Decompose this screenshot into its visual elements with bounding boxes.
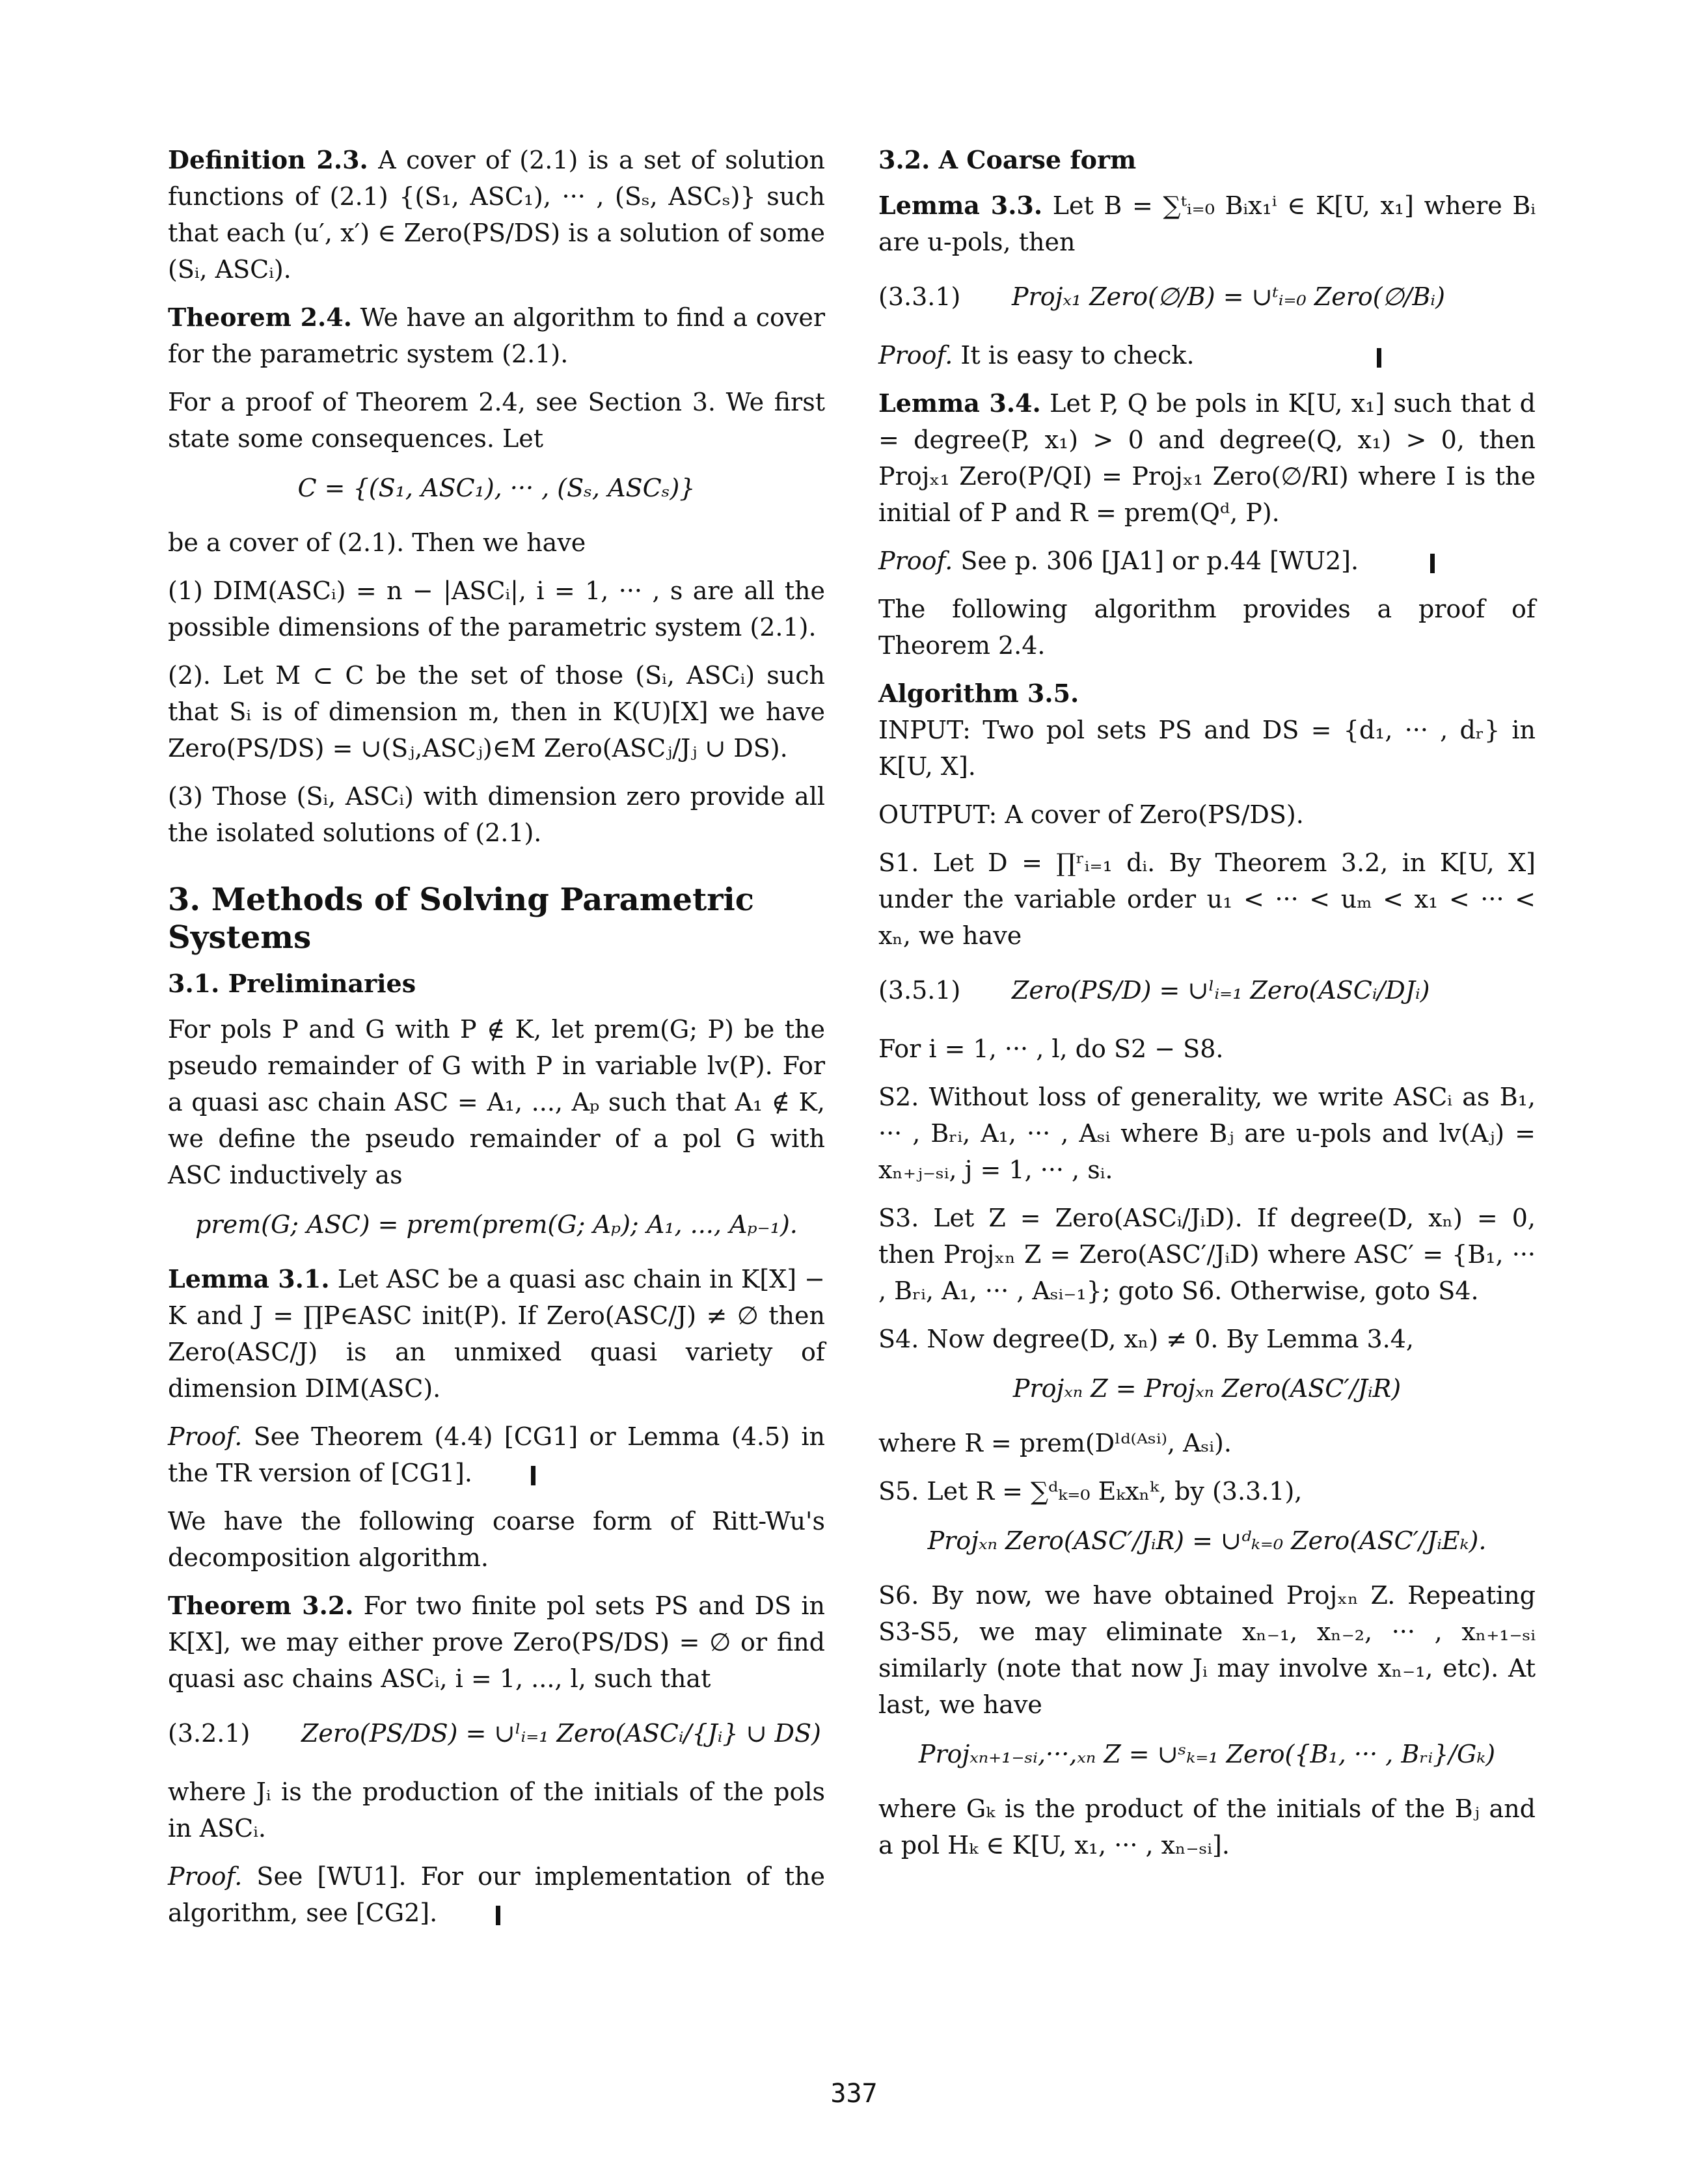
page-number: 337 bbox=[830, 2079, 878, 2109]
step-s6-display: Projₓₙ₊₁₋ₛᵢ,···,ₓₙ Z = ∪ˢₖ₌₁ Zero({B₁, ··· , Bᵣᵢ}/Gₖ) bbox=[918, 1740, 1496, 1768]
lemma-3-1 bbox=[168, 1261, 825, 1407]
equation-body: Zero(PS/D) = ∪ˡᵢ₌₁ Zero(ASCᵢ/DJᵢ) bbox=[1012, 976, 1430, 1005]
consequence-1: (1) DIM(ASCᵢ) = n − |ASCᵢ|, i = 1, ··· , s are all the possible dimensions of the parametric system (2.1). bbox=[168, 576, 825, 642]
section-3-title: 3. Methods of Solving Parametric Systems bbox=[168, 882, 755, 956]
theorem-3-2-label: Theorem 3.2. bbox=[168, 1591, 354, 1620]
theorem-3-2-text: For two finite pol sets PS and DS in K[X], we may either prove Zero(PS/DS) = ∅ or find quasi asc chains ASCᵢ, i = 1, ..., l, such that bbox=[168, 1591, 826, 1693]
equation-number: (3.5.1) bbox=[878, 976, 961, 1005]
qed-mark bbox=[496, 1906, 500, 1925]
left-column bbox=[168, 142, 825, 1943]
algorithm-input: INPUT: Two pol sets PS and DS = {d₁, ··· , dᵣ} in K[U, X]. bbox=[878, 716, 1536, 781]
step-s2: S2. Without loss of generality, we write ASCᵢ as B₁, ··· , Bᵣᵢ, A₁, ··· , Aₛᵢ where Bⱼ are u-pols and lv(Aⱼ) = xₙ₊ⱼ₋ₛᵢ, j = 1, ··· , sᵢ. bbox=[878, 1083, 1536, 1184]
proof-reference: For a proof of Theorem 2.4, see Section 3. We first state some consequences. Let bbox=[168, 388, 825, 453]
equation-3-2-1 bbox=[168, 1715, 825, 1751]
proof-3-4-label: Proof. bbox=[878, 547, 953, 575]
equation-3-3-1 bbox=[878, 278, 1536, 315]
algorithm-3-5-heading: Algorithm 3.5. bbox=[878, 679, 1079, 708]
be-cover-text: be a cover of (2.1). Then we have bbox=[168, 528, 586, 557]
where-r-text: where R = prem(Dˡᵈ⁽ᴬˢⁱ⁾, Aₛᵢ). bbox=[878, 1429, 1232, 1457]
qed-mark bbox=[531, 1466, 535, 1485]
equation-number: (3.2.1) bbox=[168, 1719, 251, 1748]
section-3-2-title: 3.2. A Coarse form bbox=[878, 145, 1137, 174]
preliminaries-text: For pols P and G with P ∉ K, let prem(G; P) be the pseudo remainder of G with P in variable lv(P). For a quasi asc chain ASC = A₁, ..., Aₚ such that A₁ ∉ K, we define the pseudo remainder of a pol G with ASC inductively as bbox=[168, 1015, 825, 1189]
definition-2-3-text: A cover of (2.1) is a set of solution functions of (2.1) {(S₁, ASC₁), ··· , (Sₛ, ASCₛ)} such that each (u′, x′) ∈ Zero(PS/DS) is a solution of some (Sᵢ, ASCᵢ). bbox=[168, 146, 825, 284]
section-3-1-title: 3.1. Preliminaries bbox=[168, 969, 416, 998]
proof-3-3-label: Proof. bbox=[878, 341, 953, 370]
step-s3: S3. Let Z = Zero(ASCᵢ/JᵢD). If degree(D, xₙ) = 0, then Projₓₙ Z = Zero(ASC′/JᵢD) where ASC′ = {B₁, ··· , Bᵣᵢ, A₁, ··· , Aₛᵢ₋₁}; goto S6. Otherwise, goto S4. bbox=[878, 1204, 1536, 1305]
proof-3-1-text: See Theorem (4.4) [CG1] or Lemma (4.5) in the TR version of [CG1]. bbox=[168, 1422, 825, 1487]
algorithm-output: OUTPUT: A cover of Zero(PS/DS). bbox=[878, 800, 1304, 829]
proof-3-1-label: Proof. bbox=[168, 1422, 243, 1451]
definition-2-3 bbox=[168, 142, 825, 288]
lemma-3-3-text: Let B = ∑ᵗᵢ₌₀ Bᵢx₁ⁱ ∈ K[U, x₁] where Bᵢ are u-pols, then bbox=[878, 191, 1536, 256]
theorem-2-4-text: We have an algorithm to find a cover for the parametric system (2.1). bbox=[168, 303, 825, 368]
proof-3-2 bbox=[168, 1858, 825, 1931]
step-s4-display: Projₓₙ Z = Projₓₙ Zero(ASC′/JᵢR) bbox=[1012, 1374, 1402, 1403]
algorithm-intro: The following algorithm provides a proof of Theorem 2.4. bbox=[878, 595, 1536, 660]
lemma-3-3-label: Lemma 3.3. bbox=[878, 191, 1043, 220]
step-s1: S1. Let D = ∏ʳᵢ₌₁ dᵢ. By Theorem 3.2, in K[U, X] under the variable order u₁ < ··· < uₘ < x₁ < ··· < xₙ, we have bbox=[878, 848, 1536, 950]
step-s5: S5. Let R = ∑ᵈₖ₌₀ Eₖxₙᵏ, by (3.3.1), bbox=[878, 1477, 1303, 1506]
theorem-2-4-label: Theorem 2.4. bbox=[168, 303, 352, 332]
proof-3-1 bbox=[168, 1418, 825, 1491]
coarse-form-intro: We have the following coarse form of Ritt-Wu's decomposition algorithm. bbox=[168, 1507, 825, 1572]
consequence-2: (2). Let M ⊂ C be the set of those (Sᵢ, ASCᵢ) such that Sᵢ is of dimension m, then in K(U)[X] we have Zero(PS/DS) = ∪(Sⱼ,ASCⱼ)∈M Zero(ASCⱼ/Jⱼ ∪ DS). bbox=[168, 661, 825, 763]
right-column bbox=[878, 142, 1536, 1875]
step-s6: S6. By now, we have obtained Projₓₙ Z. Repeating S3-S5, we may eliminate xₙ₋₁, xₙ₋₂, ··· , xₙ₊₁₋ₛᵢ similarly (note that now Jᵢ may involve xₙ₋₁, etc). At last, we have bbox=[878, 1581, 1536, 1719]
theorem-2-4 bbox=[168, 299, 825, 372]
consequence-3: (3) Those (Sᵢ, ASCᵢ) with dimension zero provide all the isolated solutions of (2.1). bbox=[168, 782, 825, 847]
proof-3-2-text: See [WU1]. For our implementation of the algorithm, see [CG2]. bbox=[168, 1862, 825, 1927]
algorithm-3-5-label bbox=[878, 675, 1536, 712]
qed-mark bbox=[1377, 348, 1381, 368]
where-j-text: where Jᵢ is the production of the initials of the pols in ASCᵢ. bbox=[168, 1778, 825, 1843]
equation-body: Zero(PS/DS) = ∪ˡᵢ₌₁ Zero(ASCᵢ/{Jᵢ} ∪ DS) bbox=[301, 1719, 821, 1748]
cover-display: C = {(S₁, ASC₁), ··· , (Sₛ, ASCₛ)} bbox=[297, 474, 696, 502]
proof-3-2-label: Proof. bbox=[168, 1862, 243, 1891]
equation-number: (3.3.1) bbox=[878, 282, 961, 311]
lemma-3-1-label: Lemma 3.1. bbox=[168, 1264, 330, 1293]
lemma-3-3 bbox=[878, 187, 1536, 260]
lemma-3-4-label: Lemma 3.4. bbox=[878, 388, 1041, 418]
for-loop-text: For i = 1, ··· , l, do S2 − S8. bbox=[878, 1034, 1224, 1063]
qed-mark bbox=[1430, 554, 1435, 573]
equation-body: Projₓ₁ Zero(∅/B) = ∪ᵗᵢ₌₀ Zero(∅/Bᵢ) bbox=[1012, 282, 1445, 311]
definition-2-3-label: Definition 2.3. bbox=[168, 145, 368, 174]
proof-3-3-text: It is easy to check. bbox=[960, 341, 1195, 370]
proof-3-3 bbox=[878, 337, 1536, 373]
lemma-3-4 bbox=[878, 385, 1536, 531]
where-g-text: where Gₖ is the product of the initials of the Bⱼ and a pol Hₖ ∈ K[U, x₁, ··· , xₙ₋ₛᵢ]. bbox=[878, 1794, 1536, 1859]
equation-3-5-1 bbox=[878, 972, 1536, 1008]
lemma-3-4-text: Let P, Q be pols in K[U, x₁] such that d = degree(P, x₁) > 0 and degree(Q, x₁) > 0, then Projₓ₁ Zero(P/QI) = Projₓ₁ Zero(∅/RI) where I is the initial of P and R = prem(Qᵈ, P). bbox=[878, 389, 1536, 527]
prem-display: prem(G; ASC) = prem(prem(G; Aₚ); A₁, ..., Aₚ₋₁). bbox=[195, 1210, 798, 1239]
proof-3-4-text: See p. 306 [JA1] or p.44 [WU2]. bbox=[960, 547, 1359, 575]
proof-3-4 bbox=[878, 543, 1536, 579]
theorem-3-2 bbox=[168, 1588, 825, 1697]
lemma-3-1-text: Let ASC be a quasi asc chain in K[X] − K and J = ∏P∈ASC init(P). If Zero(ASC/J) ≠ ∅ then Zero(ASC/J) is an unmixed quasi variety of dimension DIM(ASC). bbox=[168, 1265, 825, 1403]
step-s5-display: Projₓₙ Zero(ASC′/JᵢR) = ∪ᵈₖ₌₀ Zero(ASC′/JᵢEₖ). bbox=[927, 1526, 1487, 1555]
step-s4: S4. Now degree(D, xₙ) ≠ 0. By Lemma 3.4, bbox=[878, 1325, 1415, 1353]
